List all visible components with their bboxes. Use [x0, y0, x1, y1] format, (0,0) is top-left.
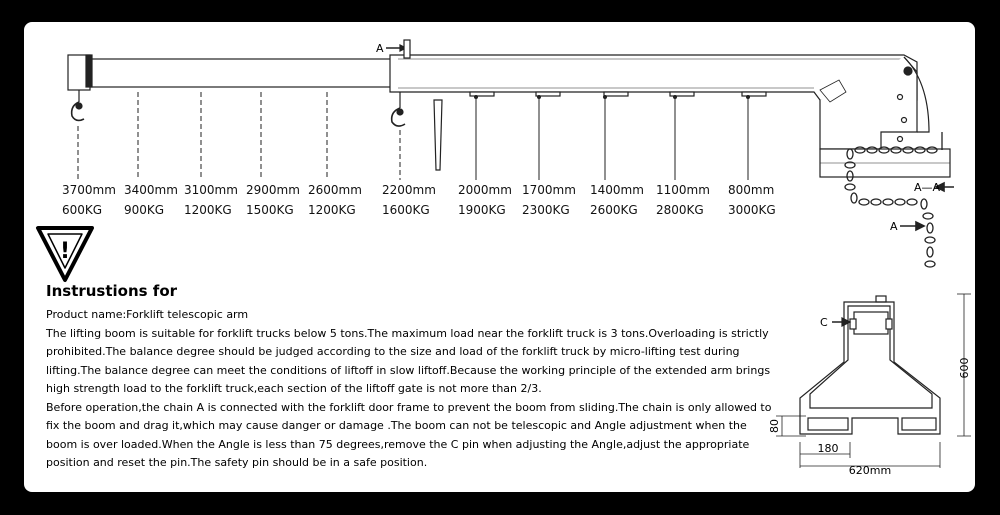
side-dimension: 80: [768, 419, 781, 433]
reach-value: 2900mm: [246, 183, 300, 197]
instructions-paragraph-1: The lifting boom is suitable for forklift trucks below 5 tons.The maximum load near the forklift truck is 3 tons.Overloading is strictly prohibited.The balance degree should be judged according to the size and load of the forklift truck by micro-lifting test during lifting.The balance degree can meet the conditions of liftoff in slow liftoff.Because the working principle of the extended arm brings high strength load to the forklift truck,each section of the liftoff gate is not more than 2/3.: [46, 326, 771, 395]
tip-hook: [72, 90, 84, 120]
pin-c-label: C: [820, 316, 828, 329]
load-column: [590, 180, 644, 220]
section-a-label: A: [376, 42, 384, 55]
load-column: [62, 180, 116, 220]
reach-value: 1400mm: [590, 183, 644, 197]
diagram-card: [24, 22, 975, 492]
reach-value: 2600mm: [308, 183, 362, 197]
reach-value: 3700mm: [62, 183, 116, 197]
mid-hook: [392, 92, 405, 126]
reach-value: 3400mm: [124, 183, 178, 197]
reach-guide-lines: [78, 92, 748, 180]
load-column: [184, 180, 238, 220]
capacity-value: 900KG: [124, 203, 165, 217]
reach-value: 2000mm: [458, 183, 512, 197]
reach-value: 1700mm: [522, 183, 576, 197]
pocket-dimension: 180: [817, 442, 839, 455]
capacity-value: 1600KG: [382, 203, 430, 217]
reach-value: 3100mm: [184, 183, 238, 197]
capacity-value: 2600KG: [590, 203, 638, 217]
capacity-value: 1200KG: [308, 203, 356, 217]
load-column: [246, 180, 300, 220]
safety-pin: [434, 100, 442, 170]
load-column: [124, 180, 178, 220]
warning-symbol: !: [59, 239, 71, 264]
inner-boom-section: [88, 59, 394, 87]
chain-a-label: A: [890, 220, 898, 233]
capacity-value: 600KG: [62, 203, 103, 217]
load-column: [382, 180, 436, 220]
reach-value: 2200mm: [382, 183, 436, 197]
telescopic-boom: [68, 40, 950, 177]
reach-value: 1100mm: [656, 183, 710, 197]
load-column: [458, 180, 512, 220]
load-column: [308, 180, 362, 220]
instructions-paragraph-2: Before operation,the chain A is connected with the forklift door frame to prevent the boom from sliding.The chain is only allowed to fix the boom and drag it,which may cause danger or damage .The boom can not be telescopic and Angle adjustment when the boom is over loaded.When the Angle is less than 75 degrees,remove the C pin when adjusting the Angle,adjust the appropriate position and reset the pin.The safety pin should be in a safe position.: [46, 400, 772, 469]
plan-view: [776, 294, 971, 468]
instructions-text: [46, 306, 781, 473]
capacity-value: 2300KG: [522, 203, 570, 217]
capacity-value: 2800KG: [656, 203, 704, 217]
instructions-title: Instrustions for: [46, 282, 178, 300]
capacity-value: 1200KG: [184, 203, 232, 217]
load-column: [522, 180, 576, 220]
warning-icon: [38, 228, 92, 280]
capacity-value: 3000KG: [728, 203, 776, 217]
product-name-line: Product name:Forklift telescopic arm: [46, 308, 249, 321]
width-dimension: 620mm: [848, 464, 892, 477]
height-dimension: 600: [958, 357, 971, 379]
capacity-value: 1500KG: [246, 203, 294, 217]
capacity-value: 1900KG: [458, 203, 506, 217]
reach-value: 800mm: [728, 183, 775, 197]
section-aa-label: A—A: [914, 181, 941, 194]
pivot-bolt: [904, 67, 912, 75]
load-column: [728, 180, 776, 220]
load-column: [656, 180, 710, 220]
